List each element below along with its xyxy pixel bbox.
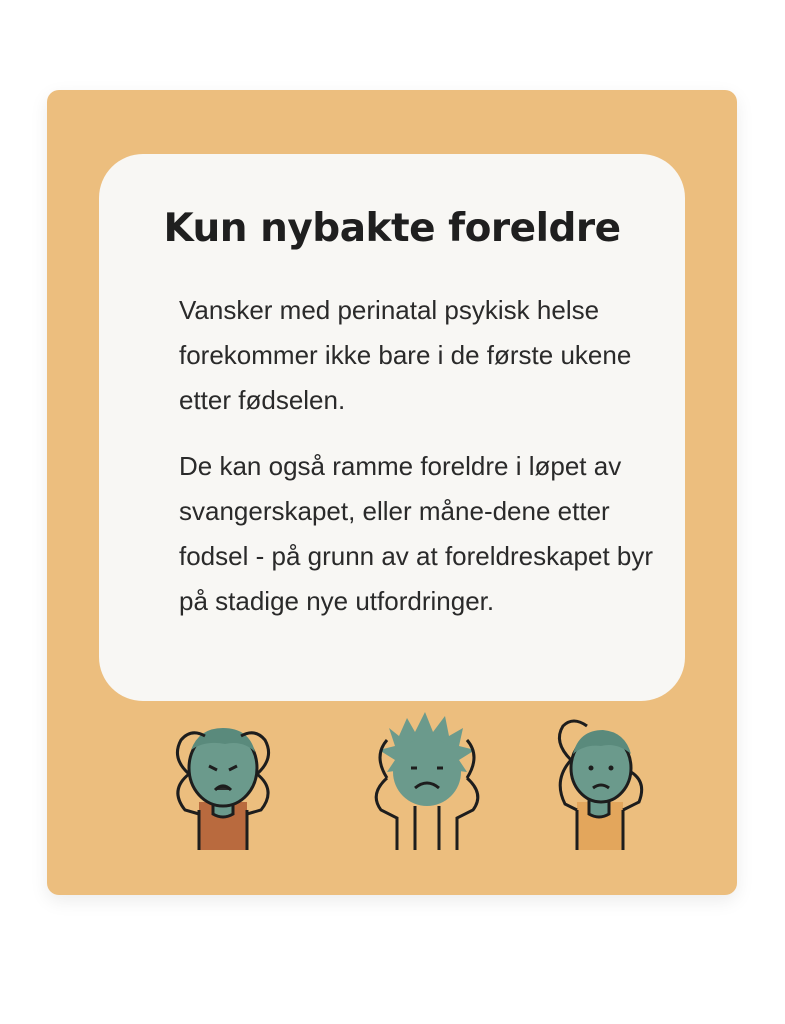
card-title: Kun nybakte foreldre [163, 206, 621, 251]
illustration-row [47, 710, 737, 890]
worried-person-icon [543, 710, 653, 850]
paragraph-1: Vansker med perinatal psykisk helse forekommer ikke bare i de første ukene etter fødselen. [179, 295, 632, 415]
text-panel [99, 154, 685, 701]
spiky-hair-distressed-person-icon [359, 710, 495, 850]
stressed-person-icon [155, 710, 291, 850]
paragraph-2: De kan også ramme foreldre i løpet av svangerskapet, eller måne-dene etter fodsel - på grunn av at foreldreskapet byr på stadige nye utfordringer. [179, 451, 654, 616]
info-card [47, 90, 737, 895]
